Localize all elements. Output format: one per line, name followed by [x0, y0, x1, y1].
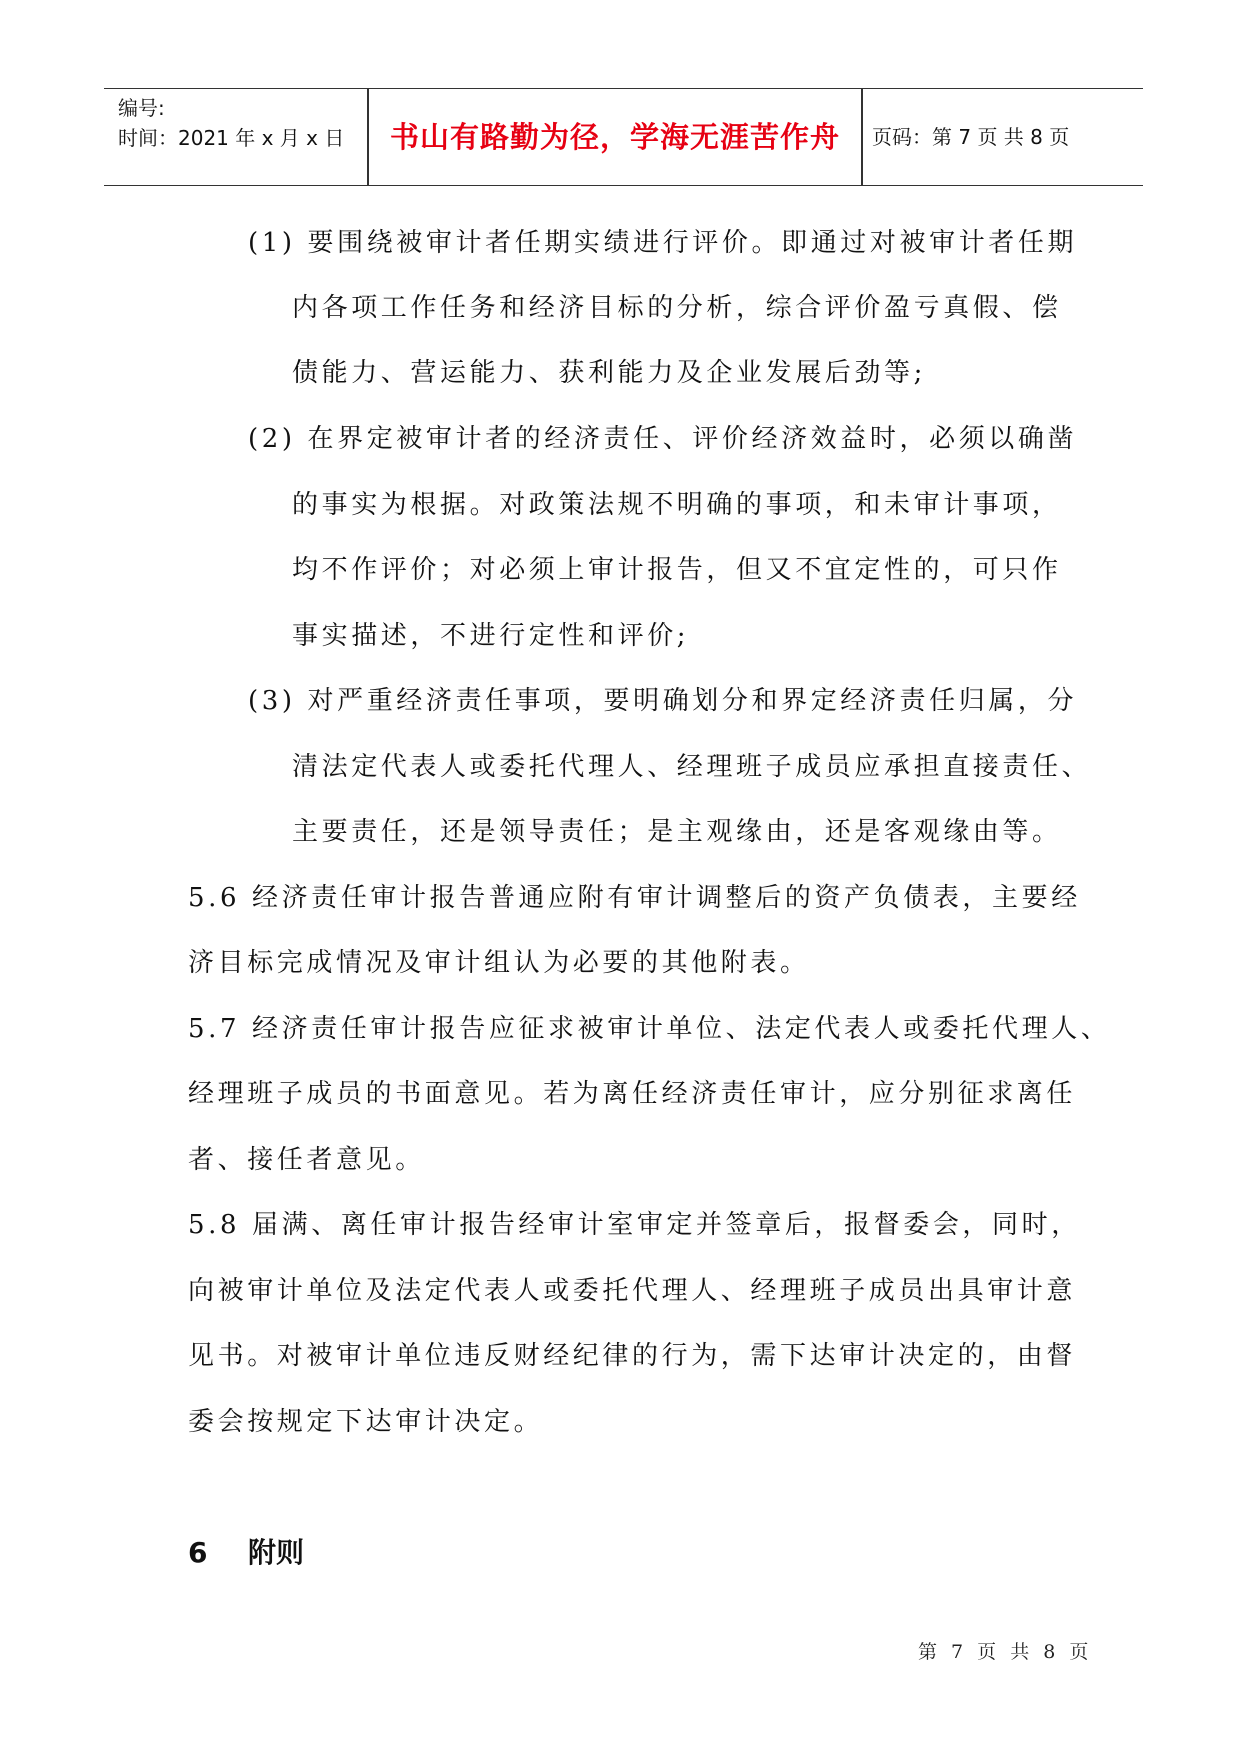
body-line: 经理班子成员的书面意见。若为离任经济责任审计，应分别征求离任	[188, 1079, 1077, 1109]
document-date: 时间：2021 年 x 月 x 日	[118, 126, 345, 150]
header-meta	[118, 93, 368, 153]
body-line: 见书。对被审计单位违反财经纪律的行为，需下达审计决定的，由督	[188, 1341, 1077, 1371]
body-line: 债能力、营运能力、获利能力及企业发展后劲等;	[292, 358, 926, 388]
page-header	[104, 88, 1143, 186]
body-line: 者、接任者意见。	[188, 1145, 425, 1175]
body-line: 内各项工作任务和经济目标的分析，综合评价盈亏真假、偿	[292, 293, 1062, 323]
page-footer: 第 7 页 共 8 页	[918, 1641, 1093, 1663]
document-number-label: 编号:	[118, 96, 165, 120]
header-motto: 书山有路勤为径，学海无涯苦作舟	[389, 120, 840, 154]
body-line: 5.8 届满、离任审计报告经审计室审定并签章后，报督委会，同时，	[188, 1210, 1081, 1240]
body-line: 委会按规定下达审计决定。	[188, 1407, 544, 1437]
body-line: 5.6 经济责任审计报告普通应附有审计调整后的资产负债表，主要经	[188, 883, 1081, 913]
body-line: 清法定代表人或委托代理人、经理班子成员应承担直接责任、	[292, 752, 1092, 782]
header-page-info: 页码：第 7 页 共 8 页	[872, 125, 1070, 149]
section-title: 附则	[248, 1536, 305, 1569]
body-line: 均不作评价；对必须上审计报告，但又不宜定性的，可只作	[292, 555, 1062, 585]
section-heading	[188, 1536, 304, 1570]
body-line: (1) 要围绕被审计者任期实绩进行评价。即通过对被审计者任期	[248, 228, 1078, 258]
body-line: (3) 对严重经济责任事项，要明确划分和界定经济责任归属，分	[248, 686, 1078, 716]
body-line: 事实描述，不进行定性和评价;	[292, 621, 690, 651]
body-line: 济目标完成情况及审计组认为必要的其他附表。	[188, 948, 810, 978]
body-line: 的事实为根据。对政策法规不明确的事项，和未审计事项，	[292, 490, 1062, 520]
section-number: 6	[188, 1536, 208, 1569]
header-divider	[861, 89, 863, 185]
body-line: 向被审计单位及法定代表人或委托代理人、经理班子成员出具审计意	[188, 1276, 1077, 1306]
body-line: 5.7 经济责任审计报告应征求被审计单位、法定代表人或委托代理人、	[188, 1014, 1111, 1044]
body-line: 主要责任，还是领导责任；是主观缘由，还是客观缘由等。	[292, 817, 1062, 847]
body-line: (2) 在界定被审计者的经济责任、评价经济效益时，必须以确凿	[248, 424, 1078, 454]
